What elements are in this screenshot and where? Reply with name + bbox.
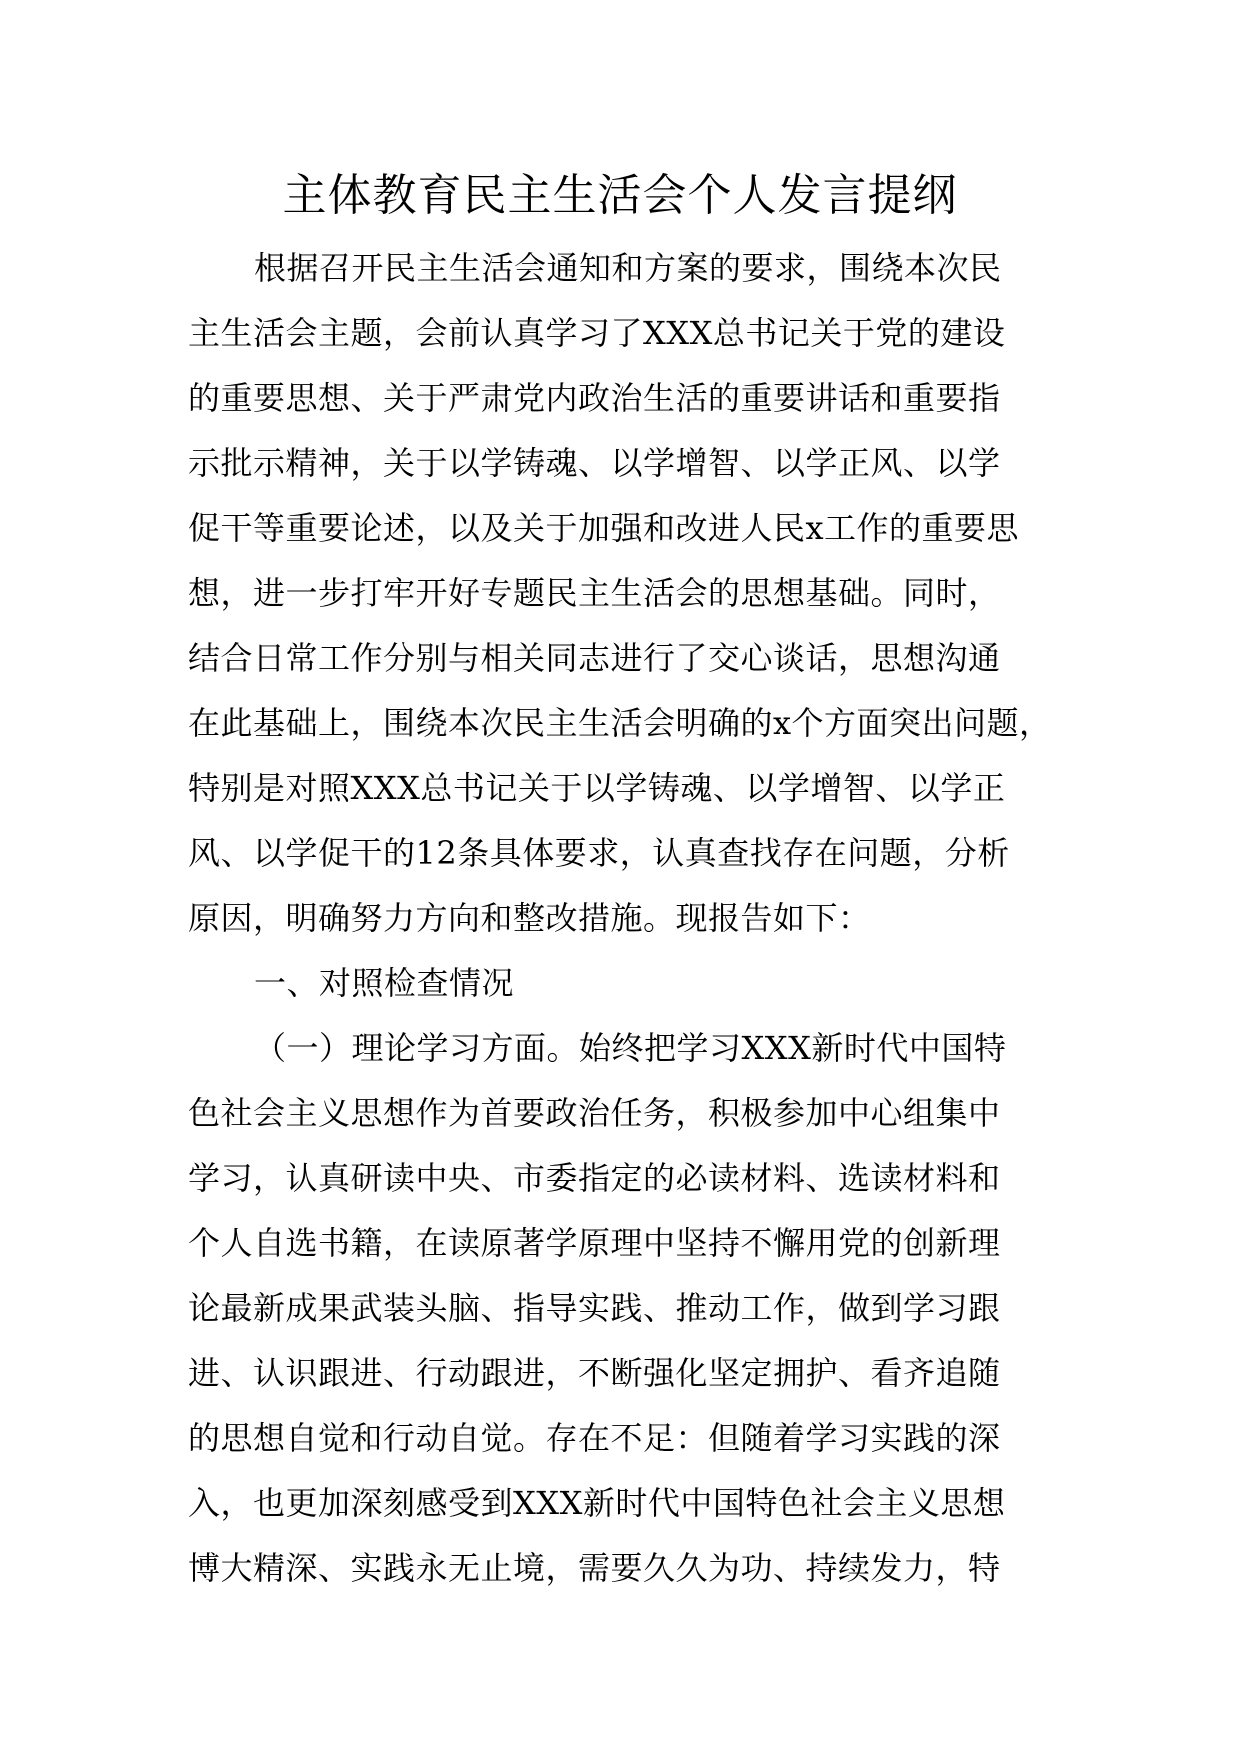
text-line: 色社会主义思想作为首要政治任务，积极参加中心组集中 (188, 1094, 1001, 1132)
text-line: 学习，认真研读中央、市委指定的必读材料、选读材料和 (188, 1159, 1001, 1197)
text-line: 的思想自觉和行动自觉。存在不足：但随着学习实践的深 (188, 1419, 1001, 1457)
text-line: 示批示精神，关于以学铸魂、以学增智、以学正风、以学 (188, 444, 1001, 482)
text-line: 根据召开民主生活会通知和方案的要求，围绕本次民 (254, 249, 1002, 287)
document-title: 主体教育民主生活会个人发言提纲 (282, 170, 958, 221)
text-line: 结合日常工作分别与相关同志进行了交心谈话，思想沟通 (188, 639, 1001, 677)
text-line: 博大精深、实践永无止境，需要久久为功、持续发力，特 (188, 1549, 1001, 1587)
document-body (188, 236, 1058, 1601)
text-line: 入，也更加深刻感受到XXX新时代中国特色社会主义思想 (188, 1484, 1006, 1522)
text-line: 的重要思想、关于严肃党内政治生活的重要讲话和重要指 (188, 379, 1001, 417)
text-line: 风、以学促干的12条具体要求，认真查找存在问题，分析 (188, 834, 1010, 872)
text-line: 一、对照检查情况 (254, 964, 515, 1002)
text-line: 促干等重要论述，以及关于加强和改进人民x工作的重要思 (188, 509, 1020, 547)
text-line: 个人自选书籍，在读原著学原理中坚持不懈用党的创新理 (188, 1224, 1001, 1262)
text-line: 特别是对照XXX总书记关于以学铸魂、以学增智、以学正 (188, 769, 1006, 807)
text-line: （一）理论学习方面。始终把学习XXX新时代中国特 (254, 1029, 1007, 1067)
text-line: 进、认识跟进、行动跟进，不断强化坚定拥护、看齐追随 (188, 1354, 1001, 1392)
text-line: 原因，明确努力方向和整改措施。现报告如下： (188, 899, 871, 937)
text-line: 主生活会主题，会前认真学习了XXX总书记关于党的建设 (188, 314, 1006, 352)
text-line: 在此基础上，围绕本次民主生活会明确的x个方面突出问题， (188, 704, 1052, 742)
text-line: 想，进一步打牢开好专题民主生活会的思想基础。同时， (188, 574, 1001, 612)
text-line: 论最新成果武装头脑、指导实践、推动工作，做到学习跟 (188, 1289, 1001, 1327)
